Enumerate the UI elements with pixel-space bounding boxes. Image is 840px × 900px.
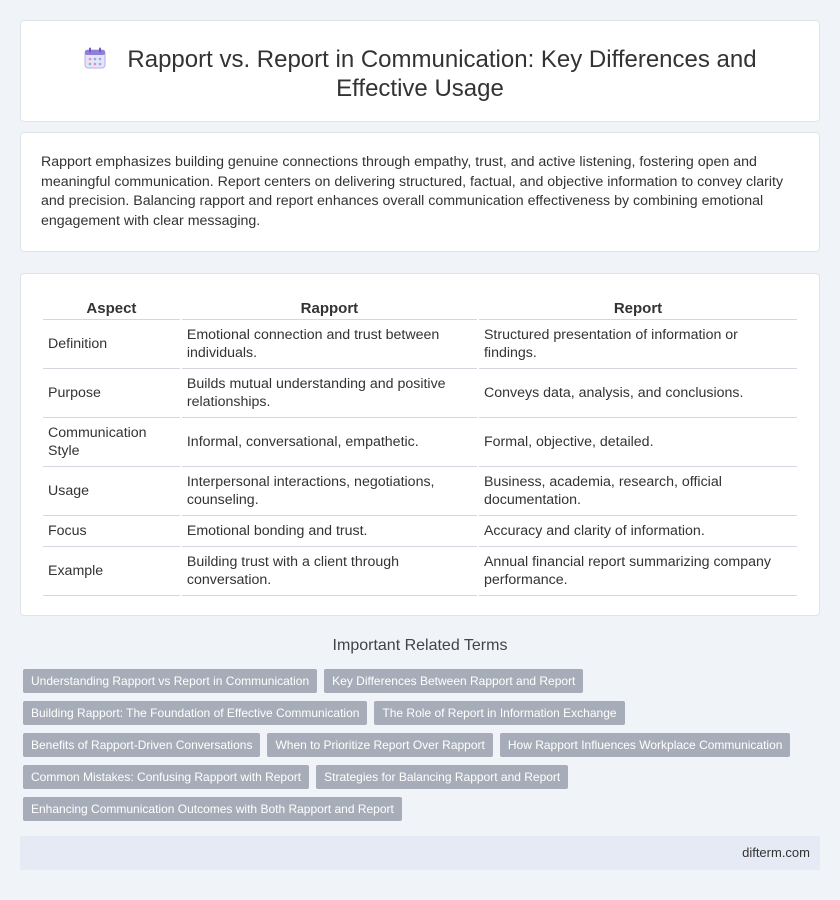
related-tag[interactable]: When to Prioritize Report Over Rapport — [267, 733, 492, 757]
header-report: Report — [479, 297, 797, 320]
cell-rapport: Informal, conversational, empathetic. — [182, 418, 477, 467]
cell-aspect: Communication Style — [43, 418, 180, 467]
related-tag[interactable]: Benefits of Rapport-Driven Conversations — [23, 733, 260, 757]
related-tag[interactable]: Common Mistakes: Confusing Rapport with Report — [23, 765, 309, 789]
header-aspect: Aspect — [43, 297, 180, 320]
cell-aspect: Definition — [43, 320, 180, 369]
title-line-2: Effective Usage — [336, 75, 504, 102]
cell-aspect: Usage — [43, 467, 180, 516]
related-terms-list — [23, 669, 823, 829]
table-row — [43, 320, 797, 369]
related-tag[interactable]: Building Rapport: The Foundation of Effective Communication — [23, 701, 367, 725]
table-row — [43, 369, 797, 418]
cell-rapport: Emotional connection and trust between individuals. — [182, 320, 477, 369]
cell-rapport: Builds mutual understanding and positive relationships. — [182, 369, 477, 418]
comparison-card — [20, 273, 820, 616]
intro-text: Rapport emphasizes building genuine connections through empathy, trust, and active listening, fostering open and meaningful communication. Report centers on delivering structured, factual, and objective information to convey clarity and precision. Balancing rapport and report enhances overall communication effectiveness by combining emotional engagement with clear messaging. — [41, 154, 784, 229]
table-row — [43, 516, 797, 547]
calendar-icon — [83, 46, 107, 70]
page-title — [21, 45, 819, 103]
cell-rapport: Building trust with a client through conversation. — [182, 547, 477, 596]
related-tag[interactable]: Key Differences Between Rapport and Report — [324, 669, 583, 693]
related-tag[interactable]: How Rapport Influences Workplace Communication — [500, 733, 791, 757]
header-rapport: Rapport — [182, 297, 477, 320]
cell-rapport: Interpersonal interactions, negotiations, counseling. — [182, 467, 477, 516]
related-tag[interactable]: The Role of Report in Information Exchange — [374, 701, 624, 725]
table-row — [43, 547, 797, 596]
table-header-row — [43, 297, 797, 320]
related-tag[interactable]: Strategies for Balancing Rapport and Report — [316, 765, 568, 789]
footer-site-link[interactable]: difterm.com — [742, 845, 810, 860]
table-row — [43, 418, 797, 467]
footer — [20, 836, 820, 870]
title-line-1: Rapport vs. Report in Communication: Key Differences and — [127, 46, 757, 73]
related-terms-heading: Important Related Terms — [332, 637, 508, 654]
cell-report: Annual financial report summarizing company performance. — [479, 547, 797, 596]
cell-aspect: Example — [43, 547, 180, 596]
cell-report: Formal, objective, detailed. — [479, 418, 797, 467]
cell-aspect: Purpose — [43, 369, 180, 418]
related-tag[interactable]: Enhancing Communication Outcomes with Both Rapport and Report — [23, 797, 402, 821]
cell-aspect: Focus — [43, 516, 180, 547]
cell-report: Conveys data, analysis, and conclusions. — [479, 369, 797, 418]
cell-rapport: Emotional bonding and trust. — [182, 516, 477, 547]
intro-card — [20, 132, 820, 252]
title-card — [20, 20, 820, 122]
comparison-table — [41, 297, 799, 596]
cell-report: Structured presentation of information or findings. — [479, 320, 797, 369]
cell-report: Accuracy and clarity of information. — [479, 516, 797, 547]
related-tag[interactable]: Understanding Rapport vs Report in Communication — [23, 669, 317, 693]
cell-report: Business, academia, research, official documentation. — [479, 467, 797, 516]
table-row — [43, 467, 797, 516]
